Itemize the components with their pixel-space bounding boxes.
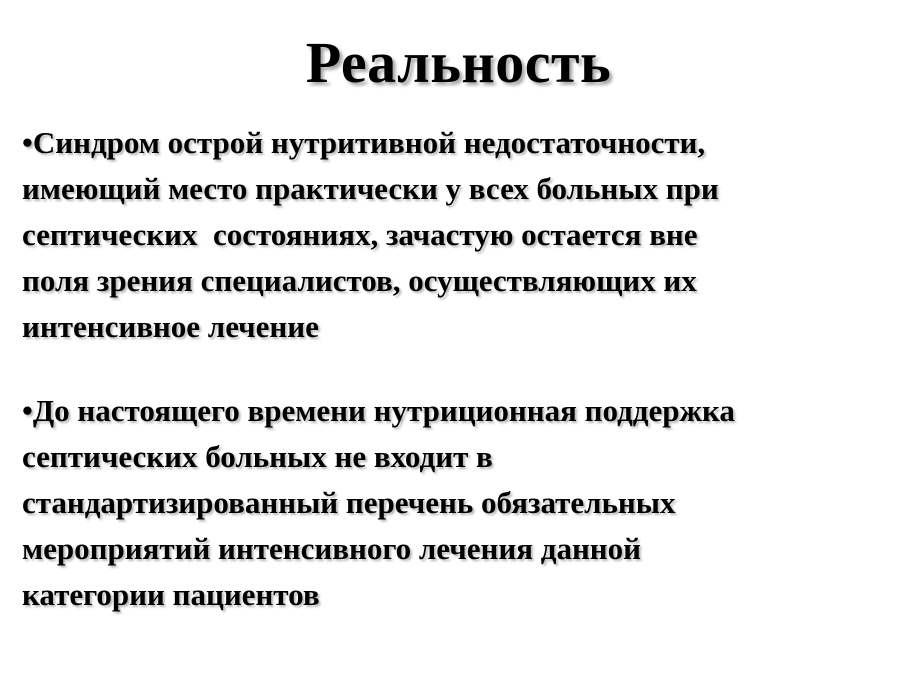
paragraph-1-line-3: септических состояниях, зачастую остается вне [22, 217, 698, 252]
bullet-paragraph-2 [22, 388, 902, 618]
paragraph-1-line-1: •Синдром острой нутритивной недостаточности, [22, 125, 706, 160]
paragraph-1-line-5: интенсивное лечение [22, 309, 319, 344]
bullet-paragraph-1 [22, 120, 902, 350]
paragraph-1-line-2: имеющий место практически у всех больных при [22, 171, 719, 206]
paragraph-2-line-3: стандартизированный перечень обязательных [22, 485, 676, 520]
paragraph-1-line-4: поля зрения специалистов, осуществляющих их [22, 263, 697, 298]
paragraph-2-line-1: •До настоящего времени нутриционная поддержка [22, 393, 735, 428]
paragraph-2-line-2: септических больных не входит в [22, 439, 493, 474]
paragraph-2-line-5: категории пациентов [22, 577, 320, 612]
slide-title: Реальность [305, 30, 612, 95]
paragraph-2-line-4: мероприятий интенсивного лечения данной [22, 531, 642, 566]
